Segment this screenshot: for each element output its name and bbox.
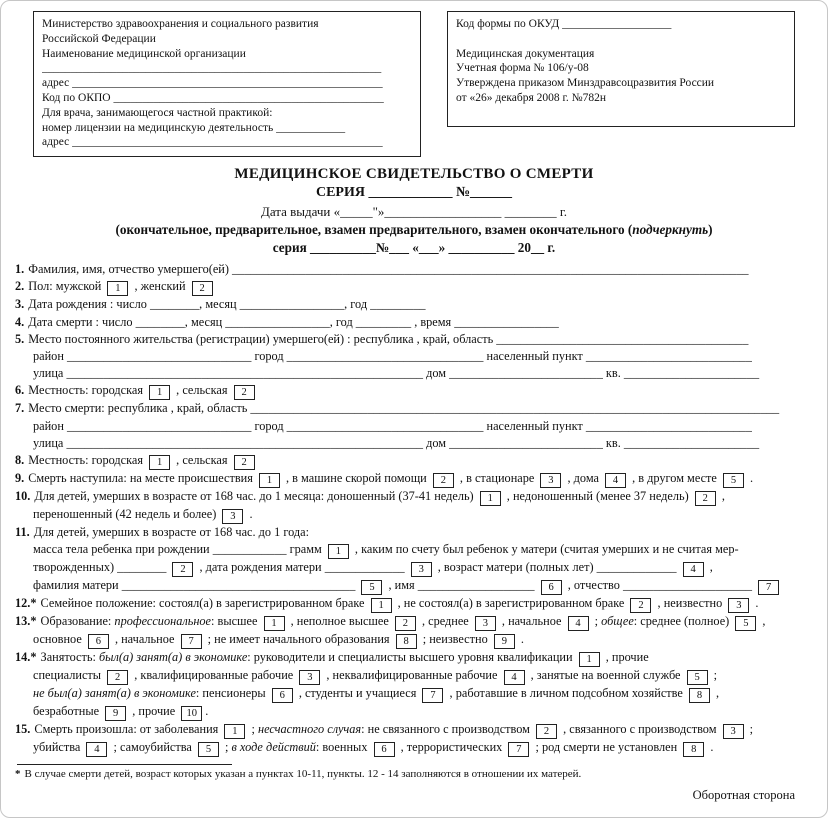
line-number: 8. <box>15 453 25 467</box>
code-box: 3 <box>475 616 496 631</box>
form-text-segment: , недоношенный (менее 37 недель) <box>503 489 692 503</box>
form-code-lines <box>456 17 786 106</box>
form-text-segment: Семейное положение: состоял(а) в зарегистрированном браке <box>40 596 368 611</box>
form-text-segment: , квалифицированные рабочие <box>131 668 297 683</box>
form-text-segment: Место постоянного жительства (регистрации) умершего(ей) : республика , край, область _________________________________________ <box>28 331 749 346</box>
form-text-segment: творожденных) ________ <box>33 560 170 575</box>
code-box: 8 <box>683 742 704 757</box>
form-text-segment: , каким по счету был ребенок у матери (считая умерших и не считая мер- <box>351 542 739 557</box>
code-box: 2 <box>695 491 716 506</box>
form-line <box>15 470 813 488</box>
certificate-type-line <box>15 222 813 238</box>
code-box: 1 <box>259 473 280 488</box>
line-number: 2. <box>15 279 25 294</box>
line-number: 11. <box>15 525 30 539</box>
form-line <box>15 631 813 649</box>
type-line-underline-note: подчеркнуть <box>632 222 709 238</box>
issuer-info-line: Министерство здравоохранения и социального развития <box>42 18 319 30</box>
form-text-segment: специалисты <box>33 668 105 683</box>
form-body <box>15 261 813 757</box>
form-text-segment: Для детей, умерших в возрасте от 168 час. до 1 года: <box>33 525 310 539</box>
form-text-segment: Для детей, умерших в возрасте от 168 час. до 1 месяца: доношенный (37-41 недель) <box>34 489 477 503</box>
line-number: 14.* <box>15 650 37 665</box>
form-code-line: Медицинская документация <box>456 47 595 60</box>
form-text-segment: ; не имеет начального образования <box>204 632 393 647</box>
form-text-segment: , возраст матери (полных лет) _____________ <box>434 560 680 575</box>
form-line <box>15 613 813 631</box>
form-text-segment: в ходе действий <box>231 740 316 755</box>
form-text-segment: , имя ___________________ <box>385 578 538 593</box>
form-text-segment: : пенсионеры <box>195 686 269 701</box>
form-line <box>15 435 813 452</box>
form-text-segment: , не состоял(а) в зарегистрированном браке <box>394 596 628 611</box>
form-text-segment: район ______________________________ город ________________________________ населенный пункт ___________________________ <box>33 348 752 363</box>
issuer-info-line: Код по ОКПО _______________________________________________ <box>42 91 384 104</box>
form-text-segment: Место смерти: республика , край, область ______________________________________________________________________________________ <box>28 401 780 416</box>
document-title: МЕДИЦИНСКОЕ СВИДЕТЕЛЬСТВО О СМЕРТИ <box>234 166 594 183</box>
form-line <box>15 541 813 559</box>
code-box: 5 <box>361 580 382 595</box>
form-text-segment: , <box>706 560 713 575</box>
form-line <box>15 703 813 721</box>
issue-date-line: Дата выдачи «_____"»__________________ ________ г. <box>260 204 568 220</box>
form-text-segment: , отчество _____________________ <box>564 578 756 593</box>
form-line <box>15 739 813 757</box>
code-box: 3 <box>728 598 749 613</box>
form-text-segment: , прочие <box>129 704 179 719</box>
code-box: 3 <box>723 724 744 739</box>
form-code-line: Утверждена приказом Минздравсоцразвития России <box>456 77 715 90</box>
code-box: 1 <box>107 281 128 296</box>
code-box: 2 <box>234 385 255 400</box>
issuer-info-line: ___________________________________________________________ <box>42 62 382 75</box>
code-box: 1 <box>579 652 600 667</box>
footnote-marker: * <box>15 768 21 781</box>
form-code-box <box>447 11 795 127</box>
form-text-segment: : среднее (полное) <box>633 614 733 629</box>
code-box: 3 <box>540 473 561 488</box>
form-text-segment: , неизвестно <box>654 596 726 611</box>
code-box: 1 <box>371 598 392 613</box>
form-text-segment: , работавшие в личном подсобном хозяйстве <box>446 686 686 701</box>
form-line <box>15 667 813 685</box>
form-text-segment: , в другом месте <box>629 471 720 485</box>
form-text-segment: , занятые на военной службе <box>527 668 684 683</box>
form-text-segment: ; неизвестно <box>419 632 491 647</box>
code-box: 4 <box>605 473 626 488</box>
code-box: 3 <box>299 670 320 685</box>
issuer-info-line: Наименование медицинской организации <box>42 47 246 60</box>
form-line <box>15 685 813 703</box>
code-box: 1 <box>480 491 501 506</box>
form-text-segment: профессиональное <box>114 614 212 629</box>
form-text-segment: Образование: <box>40 614 115 629</box>
form-text-segment: улица __________________________________________________________ дом _________________________ кв. ______________________ <box>33 435 760 450</box>
code-box: 2 <box>172 562 193 577</box>
form-line <box>15 296 813 313</box>
form-text-segment: масса тела ребенка при рождении ____________ грамм <box>33 542 325 557</box>
form-text-segment: переношенный (42 недель и более) <box>33 507 220 521</box>
form-text-segment: . <box>517 632 524 647</box>
form-text-segment: безработные <box>33 704 103 719</box>
code-box: 6 <box>374 742 395 757</box>
line-number: 7. <box>15 401 25 416</box>
title-block <box>15 166 813 256</box>
code-box: 3 <box>411 562 432 577</box>
code-box: 7 <box>422 688 443 703</box>
code-box: 4 <box>504 670 525 685</box>
form-text-segment: ; <box>710 668 718 683</box>
form-line <box>15 278 813 296</box>
code-box: 1 <box>149 385 170 400</box>
form-text-segment: , студенты и учащиеся <box>295 686 420 701</box>
form-text-segment: основное <box>33 632 85 647</box>
line-number: 12.* <box>15 596 37 611</box>
form-line <box>15 488 813 506</box>
issuer-info-line: номер лицензии на медицинскую деятельность ____________ <box>42 121 346 134</box>
back-side-label: Оборотная сторона <box>692 788 795 803</box>
line-number: 1. <box>15 262 25 277</box>
line-number: 5. <box>15 331 25 346</box>
code-box: 2 <box>107 670 128 685</box>
type-line-close: ) <box>708 222 713 238</box>
code-box: 1 <box>264 616 285 631</box>
form-line <box>15 331 813 348</box>
code-box: 2 <box>433 473 454 488</box>
form-text-segment: , женский <box>131 279 189 294</box>
code-box: 7 <box>181 634 202 649</box>
issuer-info-box <box>33 11 421 157</box>
form-text-segment: , начальное <box>498 614 565 629</box>
form-line <box>15 348 813 365</box>
line-number: 10. <box>15 489 31 503</box>
code-box: 1 <box>149 455 170 470</box>
form-text-segment: , начальное <box>111 632 178 647</box>
form-text-segment: , <box>759 614 766 629</box>
form-text-segment: Дата смерти : число ________, месяц _________________, год _________ , время _________________ <box>28 314 559 329</box>
form-text-segment: , среднее <box>418 614 472 629</box>
form-text-segment: Местность: городская <box>28 453 147 467</box>
form-text-segment: улица __________________________________________________________ дом _________________________ кв. ______________________ <box>33 366 760 381</box>
code-box: 5 <box>687 670 708 685</box>
type-line-text: (окончательное, предварительное, взамен предварительного, взамен окончательного ( <box>115 222 633 238</box>
form-line <box>15 418 813 435</box>
form-header <box>33 11 795 157</box>
form-text-segment: , неполное высшее <box>287 614 392 629</box>
form-code-line: Код формы по ОКУД ___________________ <box>456 18 672 30</box>
form-line <box>15 400 813 417</box>
form-text-segment: Смерть произошла: от заболевания <box>34 722 222 737</box>
form-text-segment: Местность: городская <box>28 383 147 398</box>
issuer-info-line: Для врача, занимающегося частной практикой: <box>42 106 273 119</box>
code-box: 6 <box>541 580 562 595</box>
code-box: 9 <box>105 706 126 721</box>
footnote-divider <box>17 764 232 765</box>
footnote-text: В случае смерти детей, возраст которых указан а пунктах 10-11, пункты. 12 - 14 заполняются в отношении их матерей. <box>24 768 582 781</box>
line-number: 13.* <box>15 614 37 629</box>
form-text-segment: был(а) занят(а) в экономике <box>98 650 248 665</box>
form-code-line: от «26» декабря 2008 г. №782н <box>456 91 607 104</box>
form-text-segment: Занятость: <box>40 650 99 665</box>
line-number: 9. <box>15 471 25 485</box>
issuer-info-line: адрес ______________________________________________________ <box>42 77 383 90</box>
form-text-segment: Смерть наступила: на месте происшествия <box>28 471 256 485</box>
code-box: 7 <box>508 742 529 757</box>
code-box: 2 <box>234 455 255 470</box>
form-text-segment: , в машине скорой помощи <box>282 471 430 485</box>
form-text-segment: . <box>246 507 253 521</box>
code-box: 2 <box>192 281 213 296</box>
code-box: 5 <box>735 616 756 631</box>
form-text-segment: ; <box>221 740 232 755</box>
form-line <box>15 314 813 331</box>
form-line <box>15 365 813 382</box>
line-number: 15. <box>15 722 31 737</box>
code-box: 6 <box>88 634 109 649</box>
form-line <box>15 382 813 400</box>
form-text-segment: . <box>752 596 759 611</box>
form-text-segment: , неквалифицированные рабочие <box>323 668 501 683</box>
form-line <box>15 577 813 595</box>
form-text-segment: ; <box>591 614 602 629</box>
form-line <box>15 559 813 577</box>
form-text-segment: ; <box>248 722 258 737</box>
form-text-segment: , сельская <box>173 383 231 398</box>
form-text-segment: . <box>707 740 714 755</box>
form-text-segment: не был(а) занят(а) в экономике <box>33 686 196 701</box>
form-text-segment: , прочие <box>602 650 649 665</box>
line-number: 6. <box>15 383 25 398</box>
form-text-segment: . <box>746 471 754 485</box>
form-text-segment: ; род смерти не установлен <box>532 740 681 755</box>
code-box: 4 <box>568 616 589 631</box>
form-text-segment: . <box>205 704 209 719</box>
series2-line: серия __________№___ «___» __________ 20__ г. <box>272 240 556 256</box>
form-text-segment: , дата рождения матери _____________ <box>196 560 408 575</box>
code-box: 2 <box>395 616 416 631</box>
code-box: 4 <box>683 562 704 577</box>
code-box: 2 <box>630 598 651 613</box>
form-text-segment: , сельская <box>173 453 231 467</box>
issuer-info-line: Российской Федерации <box>42 32 156 45</box>
form-text-segment: : военных <box>315 740 371 755</box>
code-box: 6 <box>272 688 293 703</box>
issuer-info-line: адрес ______________________________________________________ <box>42 136 383 149</box>
form-line <box>15 524 813 541</box>
code-box: 2 <box>536 724 557 739</box>
form-text-segment: : руководители и специалисты высшего уровня квалификации <box>247 650 576 665</box>
form-text-segment: район ______________________________ город ________________________________ населенный пункт ___________________________ <box>33 418 752 433</box>
form-text-segment: , в стационаре <box>456 471 538 485</box>
form-line <box>15 261 813 278</box>
form-line <box>15 721 813 739</box>
code-box: 3 <box>222 509 243 524</box>
code-box: 5 <box>198 742 219 757</box>
series-line: СЕРИЯ ____________ №______ <box>315 185 513 201</box>
code-box: 10 <box>181 706 202 721</box>
form-text-segment: , связанного с производством <box>560 722 720 737</box>
form-code-line <box>456 32 786 47</box>
form-text-segment: фамилия матери ______________________________________ <box>33 578 359 593</box>
line-number: 3. <box>15 297 25 312</box>
form-text-segment: , дома <box>564 471 603 485</box>
form-text-segment: общее <box>601 614 634 629</box>
code-box: 1 <box>328 544 349 559</box>
form-line <box>15 595 813 613</box>
form-code-line: Учетная форма № 106/у-08 <box>456 62 589 75</box>
form-text-segment: ; <box>746 722 754 737</box>
footnote <box>15 768 813 780</box>
code-box: 1 <box>224 724 245 739</box>
form-line <box>15 506 813 524</box>
form-text-segment: , террористических <box>397 740 506 755</box>
form-line <box>15 452 813 470</box>
form-text-segment: , <box>718 489 725 503</box>
line-number: 4. <box>15 314 25 329</box>
form-text-segment: : высшее <box>211 614 261 629</box>
form-text-segment: убийства <box>33 740 84 755</box>
form-text-segment: Фамилия, имя, отчество умершего(ей) ____________________________________________________________________________________ <box>28 262 749 277</box>
code-box: 4 <box>86 742 107 757</box>
form-text-segment: Пол: мужской <box>28 279 105 294</box>
code-box: 7 <box>758 580 779 595</box>
form-text-segment: : не связанного с производством <box>361 722 534 737</box>
code-box: 5 <box>723 473 744 488</box>
form-text-segment: ; самоубийства <box>110 740 195 755</box>
issuer-info-lines <box>42 17 412 150</box>
form-text-segment: , <box>712 686 720 701</box>
code-box: 9 <box>494 634 515 649</box>
code-box: 8 <box>396 634 417 649</box>
form-line <box>15 649 813 667</box>
form-text-segment: несчастного случая <box>257 722 362 737</box>
form-text-segment: Дата рождения : число ________, месяц _________________, год _________ <box>28 297 426 312</box>
code-box: 8 <box>689 688 710 703</box>
